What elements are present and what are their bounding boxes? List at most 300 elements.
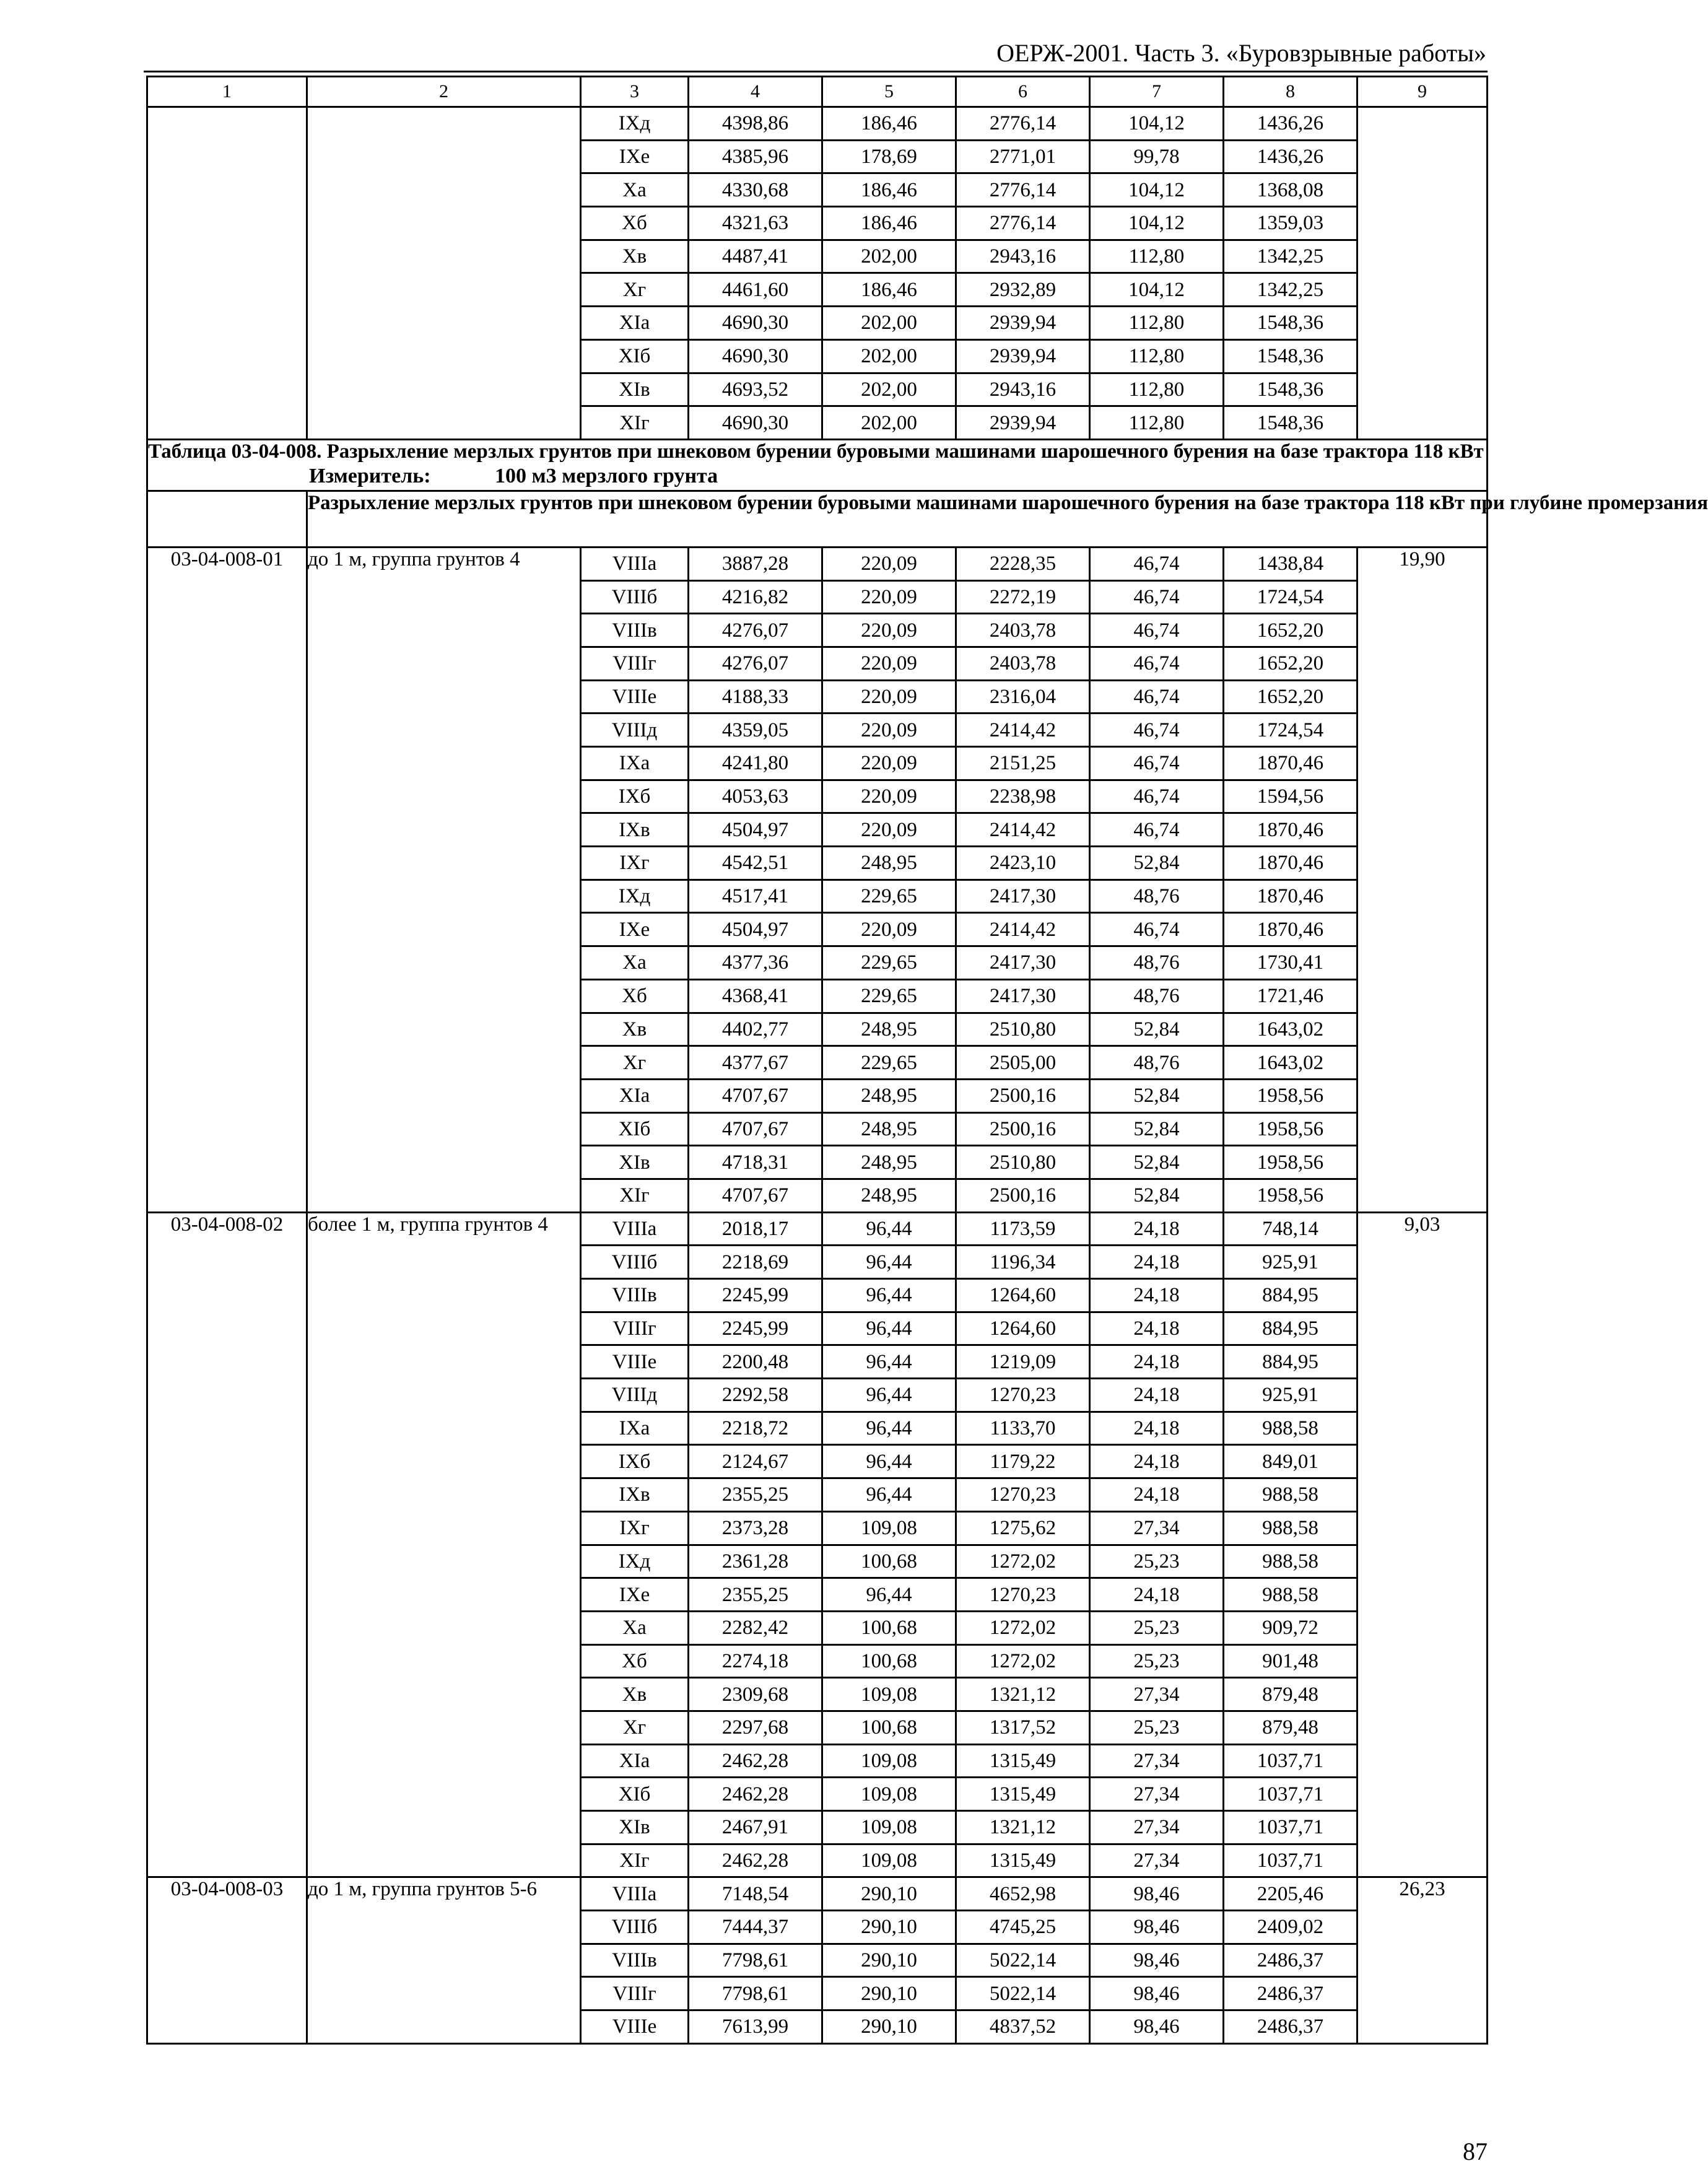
direct-costs: 2218,72 bbox=[689, 1412, 822, 1445]
machine-costs: 5022,14 bbox=[956, 1977, 1090, 2010]
machine-costs: 2510,80 bbox=[956, 1013, 1090, 1046]
soil-category: VIIIг bbox=[581, 1977, 689, 2010]
soil-category: XIа bbox=[581, 1744, 689, 1778]
soil-category: Xа bbox=[581, 173, 689, 207]
materials-cost: 1359,03 bbox=[1224, 207, 1357, 240]
labor-cost: 9,03 bbox=[1357, 1212, 1488, 1877]
machine-costs: 1321,12 bbox=[956, 1811, 1090, 1844]
soil-category: XIб bbox=[581, 1112, 689, 1146]
soil-category: Xв bbox=[581, 1013, 689, 1046]
machinist-wages: 52,84 bbox=[1090, 1146, 1224, 1179]
direct-costs: 2373,28 bbox=[689, 1511, 822, 1545]
direct-costs: 4321,63 bbox=[689, 207, 822, 240]
machinist-wages: 24,18 bbox=[1090, 1445, 1224, 1478]
page-number: 87 bbox=[1463, 2137, 1488, 2165]
column-number: 7 bbox=[1090, 77, 1224, 107]
materials-cost: 1870,46 bbox=[1224, 880, 1357, 913]
direct-costs: 2282,42 bbox=[689, 1611, 822, 1644]
machinist-wages: 52,84 bbox=[1090, 1013, 1224, 1046]
machinist-wages: 112,80 bbox=[1090, 373, 1224, 406]
direct-costs: 2462,28 bbox=[689, 1744, 822, 1778]
machinist-wages: 27,34 bbox=[1090, 1744, 1224, 1778]
machinist-wages: 46,74 bbox=[1090, 547, 1224, 580]
machine-costs: 2776,14 bbox=[956, 107, 1090, 141]
materials-cost: 2205,46 bbox=[1224, 1877, 1357, 1911]
soil-category: XIв bbox=[581, 373, 689, 406]
materials-cost: 2486,37 bbox=[1224, 2010, 1357, 2044]
materials-cost: 988,58 bbox=[1224, 1545, 1357, 1578]
materials-cost: 2486,37 bbox=[1224, 1944, 1357, 1977]
machinist-wages: 46,74 bbox=[1090, 813, 1224, 847]
machinist-wages: 104,12 bbox=[1090, 273, 1224, 307]
soil-category: IXе bbox=[581, 913, 689, 946]
direct-costs: 4276,07 bbox=[689, 614, 822, 647]
machine-costs: 2414,42 bbox=[956, 813, 1090, 847]
machinist-wages: 52,84 bbox=[1090, 847, 1224, 880]
worker-wages: 229,65 bbox=[822, 979, 956, 1013]
machinist-wages: 27,34 bbox=[1090, 1778, 1224, 1811]
soil-category: IXа bbox=[581, 747, 689, 780]
soil-category: VIIIд bbox=[581, 1379, 689, 1412]
machine-costs: 1321,12 bbox=[956, 1678, 1090, 1711]
machinist-wages: 24,18 bbox=[1090, 1312, 1224, 1345]
machine-costs: 2417,30 bbox=[956, 979, 1090, 1013]
machinist-wages: 112,80 bbox=[1090, 406, 1224, 440]
materials-cost: 909,72 bbox=[1224, 1611, 1357, 1644]
soil-category: XIа bbox=[581, 1079, 689, 1112]
worker-wages: 96,44 bbox=[822, 1212, 956, 1246]
materials-cost: 884,95 bbox=[1224, 1312, 1357, 1345]
direct-costs: 4368,41 bbox=[689, 979, 822, 1013]
materials-cost: 1037,71 bbox=[1224, 1811, 1357, 1844]
table-row bbox=[147, 1212, 1488, 1246]
direct-costs: 2361,28 bbox=[689, 1545, 822, 1578]
direct-costs: 4216,82 bbox=[689, 580, 822, 614]
soil-category: IXе bbox=[581, 140, 689, 173]
soil-category: VIIIг bbox=[581, 647, 689, 680]
worker-wages: 220,09 bbox=[822, 747, 956, 780]
materials-cost: 748,14 bbox=[1224, 1212, 1357, 1246]
worker-wages: 290,10 bbox=[822, 1877, 956, 1911]
machine-costs: 1315,49 bbox=[956, 1744, 1090, 1778]
soil-category: VIIIб bbox=[581, 1246, 689, 1279]
machine-costs: 1264,60 bbox=[956, 1312, 1090, 1345]
materials-cost: 1958,56 bbox=[1224, 1079, 1357, 1112]
materials-cost: 988,58 bbox=[1224, 1478, 1357, 1512]
position-name: до 1 м, группа грунтов 4 bbox=[307, 547, 581, 1212]
materials-cost: 1436,26 bbox=[1224, 140, 1357, 173]
worker-wages: 202,00 bbox=[822, 307, 956, 340]
direct-costs: 4487,41 bbox=[689, 240, 822, 273]
direct-costs: 2309,68 bbox=[689, 1678, 822, 1711]
worker-wages: 109,08 bbox=[822, 1844, 956, 1877]
machine-costs: 2414,42 bbox=[956, 913, 1090, 946]
direct-costs: 4276,07 bbox=[689, 647, 822, 680]
soil-category: IXд bbox=[581, 107, 689, 141]
soil-category: VIIIв bbox=[581, 614, 689, 647]
soil-category: IXб bbox=[581, 780, 689, 813]
soil-category: VIIIе bbox=[581, 1345, 689, 1379]
machine-costs: 1196,34 bbox=[956, 1246, 1090, 1279]
worker-wages: 220,09 bbox=[822, 913, 956, 946]
worker-wages: 220,09 bbox=[822, 647, 956, 680]
machine-costs: 2500,16 bbox=[956, 1179, 1090, 1212]
soil-category: Xг bbox=[581, 1046, 689, 1080]
machinist-wages: 24,18 bbox=[1090, 1379, 1224, 1412]
machine-costs: 2228,35 bbox=[956, 547, 1090, 580]
worker-wages: 248,95 bbox=[822, 1112, 956, 1146]
direct-costs: 2200,48 bbox=[689, 1345, 822, 1379]
worker-wages: 109,08 bbox=[822, 1678, 956, 1711]
direct-costs: 2018,17 bbox=[689, 1212, 822, 1246]
materials-cost: 1643,02 bbox=[1224, 1013, 1357, 1046]
machine-costs: 1270,23 bbox=[956, 1379, 1090, 1412]
column-number: 9 bbox=[1357, 77, 1488, 107]
materials-cost: 988,58 bbox=[1224, 1511, 1357, 1545]
direct-costs: 2245,99 bbox=[689, 1312, 822, 1345]
section-title-row bbox=[147, 439, 1488, 491]
machine-costs: 2943,16 bbox=[956, 373, 1090, 406]
machinist-wages: 112,80 bbox=[1090, 339, 1224, 373]
machine-costs: 1272,02 bbox=[956, 1644, 1090, 1678]
machine-costs: 2939,94 bbox=[956, 307, 1090, 340]
machine-costs: 2403,78 bbox=[956, 647, 1090, 680]
materials-cost: 2409,02 bbox=[1224, 1911, 1357, 1944]
worker-wages: 290,10 bbox=[822, 1944, 956, 1977]
soil-category: VIIIд bbox=[581, 714, 689, 747]
worker-wages: 220,09 bbox=[822, 614, 956, 647]
machinist-wages: 104,12 bbox=[1090, 207, 1224, 240]
materials-cost: 1870,46 bbox=[1224, 913, 1357, 946]
machine-costs: 1272,02 bbox=[956, 1611, 1090, 1644]
soil-category: VIIIа bbox=[581, 547, 689, 580]
soil-category: XIг bbox=[581, 406, 689, 440]
direct-costs: 4461,60 bbox=[689, 273, 822, 307]
machine-costs: 2939,94 bbox=[956, 406, 1090, 440]
direct-costs: 4707,67 bbox=[689, 1179, 822, 1212]
direct-costs: 7798,61 bbox=[689, 1977, 822, 2010]
soil-category: XIб bbox=[581, 1778, 689, 1811]
machinist-wages: 25,23 bbox=[1090, 1711, 1224, 1744]
machine-costs: 1317,52 bbox=[956, 1711, 1090, 1744]
materials-cost: 1652,20 bbox=[1224, 647, 1357, 680]
materials-cost: 884,95 bbox=[1224, 1345, 1357, 1379]
soil-category: IXд bbox=[581, 880, 689, 913]
machinist-wages: 24,18 bbox=[1090, 1578, 1224, 1612]
direct-costs: 2274,18 bbox=[689, 1644, 822, 1678]
worker-wages: 96,44 bbox=[822, 1412, 956, 1445]
direct-costs: 4053,63 bbox=[689, 780, 822, 813]
direct-costs: 7613,99 bbox=[689, 2010, 822, 2044]
measurement-unit-label: Измеритель: bbox=[309, 464, 431, 487]
subsection-row bbox=[147, 491, 1488, 547]
soil-category: Xг bbox=[581, 1711, 689, 1744]
materials-cost: 1548,36 bbox=[1224, 307, 1357, 340]
measurement-unit bbox=[148, 463, 1486, 490]
direct-costs: 4402,77 bbox=[689, 1013, 822, 1046]
soil-category: IXа bbox=[581, 1412, 689, 1445]
materials-cost: 1730,41 bbox=[1224, 946, 1357, 980]
machine-costs: 2417,30 bbox=[956, 946, 1090, 980]
worker-wages: 202,00 bbox=[822, 240, 956, 273]
machinist-wages: 25,23 bbox=[1090, 1545, 1224, 1578]
machinist-wages: 98,46 bbox=[1090, 1977, 1224, 2010]
machine-costs: 2403,78 bbox=[956, 614, 1090, 647]
direct-costs: 4385,96 bbox=[689, 140, 822, 173]
column-number: 6 bbox=[956, 77, 1090, 107]
worker-wages: 109,08 bbox=[822, 1811, 956, 1844]
worker-wages: 220,09 bbox=[822, 714, 956, 747]
direct-costs: 4188,33 bbox=[689, 680, 822, 714]
machine-costs: 5022,14 bbox=[956, 1944, 1090, 1977]
worker-wages: 96,44 bbox=[822, 1445, 956, 1478]
machine-costs: 1315,49 bbox=[956, 1844, 1090, 1877]
direct-costs: 2292,58 bbox=[689, 1379, 822, 1412]
column-number: 1 bbox=[147, 77, 307, 107]
worker-wages: 109,08 bbox=[822, 1744, 956, 1778]
machine-costs: 1275,62 bbox=[956, 1511, 1090, 1545]
price-table bbox=[146, 76, 1708, 2045]
materials-cost: 1037,71 bbox=[1224, 1744, 1357, 1778]
machinist-wages: 24,18 bbox=[1090, 1246, 1224, 1279]
direct-costs: 4377,67 bbox=[689, 1046, 822, 1080]
materials-cost: 1548,36 bbox=[1224, 406, 1357, 440]
machine-costs: 1219,09 bbox=[956, 1345, 1090, 1379]
machinist-wages: 27,34 bbox=[1090, 1811, 1224, 1844]
soil-category: XIв bbox=[581, 1146, 689, 1179]
machine-costs: 4652,98 bbox=[956, 1877, 1090, 1911]
section-title-cell bbox=[147, 439, 1488, 491]
direct-costs: 4542,51 bbox=[689, 847, 822, 880]
materials-cost: 1037,71 bbox=[1224, 1778, 1357, 1811]
machinist-wages: 48,76 bbox=[1090, 979, 1224, 1013]
direct-costs: 7148,54 bbox=[689, 1877, 822, 1911]
direct-costs: 4718,31 bbox=[689, 1146, 822, 1179]
column-number: 2 bbox=[307, 77, 581, 107]
machine-costs: 2939,94 bbox=[956, 339, 1090, 373]
direct-costs: 4517,41 bbox=[689, 880, 822, 913]
name-cell-empty bbox=[307, 107, 581, 440]
measurement-unit-value: 100 м3 мерзлого грунта bbox=[495, 464, 718, 487]
worker-wages: 220,09 bbox=[822, 580, 956, 614]
materials-cost: 884,95 bbox=[1224, 1279, 1357, 1312]
machinist-wages: 46,74 bbox=[1090, 747, 1224, 780]
machinist-wages: 46,74 bbox=[1090, 680, 1224, 714]
machinist-wages: 24,18 bbox=[1090, 1212, 1224, 1246]
direct-costs: 2297,68 bbox=[689, 1711, 822, 1744]
worker-wages: 100,68 bbox=[822, 1545, 956, 1578]
machine-costs: 1173,59 bbox=[956, 1212, 1090, 1246]
soil-category: VIIIв bbox=[581, 1944, 689, 1977]
machinist-wages: 46,74 bbox=[1090, 714, 1224, 747]
machinist-wages: 112,80 bbox=[1090, 240, 1224, 273]
machine-costs: 2776,14 bbox=[956, 173, 1090, 207]
machinist-wages: 98,46 bbox=[1090, 2010, 1224, 2044]
worker-wages: 96,44 bbox=[822, 1345, 956, 1379]
soil-category: Xб bbox=[581, 207, 689, 240]
soil-category: Xб bbox=[581, 979, 689, 1013]
soil-category: IXв bbox=[581, 1478, 689, 1512]
machinist-wages: 48,76 bbox=[1090, 880, 1224, 913]
direct-costs: 4504,97 bbox=[689, 813, 822, 847]
soil-category: Xб bbox=[581, 1644, 689, 1678]
soil-category: IXг bbox=[581, 1511, 689, 1545]
worker-wages: 290,10 bbox=[822, 1977, 956, 2010]
soil-category: XIб bbox=[581, 339, 689, 373]
materials-cost: 1594,56 bbox=[1224, 780, 1357, 813]
worker-wages: 202,00 bbox=[822, 373, 956, 406]
worker-wages: 220,09 bbox=[822, 780, 956, 813]
machinist-wages: 104,12 bbox=[1090, 107, 1224, 141]
worker-wages: 96,44 bbox=[822, 1578, 956, 1612]
worker-wages: 202,00 bbox=[822, 406, 956, 440]
machinist-wages: 112,80 bbox=[1090, 307, 1224, 340]
direct-costs: 2245,99 bbox=[689, 1279, 822, 1312]
direct-costs: 4241,80 bbox=[689, 747, 822, 780]
worker-wages: 96,44 bbox=[822, 1312, 956, 1345]
materials-cost: 1643,02 bbox=[1224, 1046, 1357, 1080]
worker-wages: 248,95 bbox=[822, 1013, 956, 1046]
soil-category: Xг bbox=[581, 273, 689, 307]
machine-costs: 1264,60 bbox=[956, 1279, 1090, 1312]
direct-costs: 4690,30 bbox=[689, 406, 822, 440]
direct-costs: 4504,97 bbox=[689, 913, 822, 946]
machine-costs: 2505,00 bbox=[956, 1046, 1090, 1080]
soil-category: VIIIв bbox=[581, 1279, 689, 1312]
machinist-wages: 98,46 bbox=[1090, 1877, 1224, 1911]
machinist-wages: 27,34 bbox=[1090, 1511, 1224, 1545]
direct-costs: 3887,28 bbox=[689, 547, 822, 580]
materials-cost: 2486,37 bbox=[1224, 1977, 1357, 2010]
column-number: 8 bbox=[1224, 77, 1357, 107]
machine-costs: 2272,19 bbox=[956, 580, 1090, 614]
header-rule bbox=[144, 71, 1488, 72]
machine-costs: 1179,22 bbox=[956, 1445, 1090, 1478]
worker-wages: 96,44 bbox=[822, 1478, 956, 1512]
position-code: 03-04-008-01 bbox=[147, 547, 307, 1212]
direct-costs: 2124,67 bbox=[689, 1445, 822, 1478]
machine-costs: 2414,42 bbox=[956, 714, 1090, 747]
soil-category: IXб bbox=[581, 1445, 689, 1478]
worker-wages: 248,95 bbox=[822, 1179, 956, 1212]
soil-category: VIIIа bbox=[581, 1212, 689, 1246]
machine-costs: 1315,49 bbox=[956, 1778, 1090, 1811]
continued-row bbox=[147, 107, 1488, 141]
column-number-row bbox=[147, 77, 1488, 107]
materials-cost: 1870,46 bbox=[1224, 813, 1357, 847]
materials-cost: 1548,36 bbox=[1224, 373, 1357, 406]
materials-cost: 849,01 bbox=[1224, 1445, 1357, 1478]
worker-wages: 96,44 bbox=[822, 1379, 956, 1412]
position-code: 03-04-008-02 bbox=[147, 1212, 307, 1877]
machine-costs: 2932,89 bbox=[956, 273, 1090, 307]
worker-wages: 229,65 bbox=[822, 880, 956, 913]
worker-wages: 248,95 bbox=[822, 1079, 956, 1112]
machinist-wages: 27,34 bbox=[1090, 1678, 1224, 1711]
soil-category: VIIIе bbox=[581, 2010, 689, 2044]
materials-cost: 1342,25 bbox=[1224, 240, 1357, 273]
materials-cost: 1870,46 bbox=[1224, 747, 1357, 780]
materials-cost: 1368,08 bbox=[1224, 173, 1357, 207]
materials-cost: 1548,36 bbox=[1224, 339, 1357, 373]
materials-cost: 1652,20 bbox=[1224, 680, 1357, 714]
position-name: до 1 м, группа грунтов 5-6 bbox=[307, 1877, 581, 2043]
subsection-code-empty bbox=[147, 491, 307, 547]
machine-costs: 4745,25 bbox=[956, 1911, 1090, 1944]
worker-wages: 290,10 bbox=[822, 1911, 956, 1944]
direct-costs: 7798,61 bbox=[689, 1944, 822, 1977]
worker-wages: 186,46 bbox=[822, 107, 956, 141]
worker-wages: 186,46 bbox=[822, 207, 956, 240]
worker-wages: 248,95 bbox=[822, 1146, 956, 1179]
materials-cost: 1721,46 bbox=[1224, 979, 1357, 1013]
direct-costs: 7444,37 bbox=[689, 1911, 822, 1944]
machinist-wages: 27,34 bbox=[1090, 1844, 1224, 1877]
materials-cost: 1958,56 bbox=[1224, 1146, 1357, 1179]
worker-wages: 220,09 bbox=[822, 813, 956, 847]
machinist-wages: 25,23 bbox=[1090, 1611, 1224, 1644]
materials-cost: 988,58 bbox=[1224, 1578, 1357, 1612]
worker-wages: 109,08 bbox=[822, 1778, 956, 1811]
machine-costs: 2500,16 bbox=[956, 1112, 1090, 1146]
labor-cost: 19,90 bbox=[1357, 547, 1488, 1212]
column-number: 3 bbox=[581, 77, 689, 107]
soil-category: IXд bbox=[581, 1545, 689, 1578]
table-row bbox=[147, 547, 1488, 580]
machinist-wages: 46,74 bbox=[1090, 647, 1224, 680]
column-number: 4 bbox=[689, 77, 822, 107]
materials-cost: 925,91 bbox=[1224, 1379, 1357, 1412]
soil-category: Xв bbox=[581, 240, 689, 273]
materials-cost: 988,58 bbox=[1224, 1412, 1357, 1445]
worker-wages: 109,08 bbox=[822, 1511, 956, 1545]
materials-cost: 879,48 bbox=[1224, 1711, 1357, 1744]
materials-cost: 1724,54 bbox=[1224, 714, 1357, 747]
machine-costs: 1270,23 bbox=[956, 1578, 1090, 1612]
materials-cost: 1436,26 bbox=[1224, 107, 1357, 141]
direct-costs: 2355,25 bbox=[689, 1478, 822, 1512]
materials-cost: 1724,54 bbox=[1224, 580, 1357, 614]
machine-costs: 2776,14 bbox=[956, 207, 1090, 240]
machinist-wages: 46,74 bbox=[1090, 614, 1224, 647]
soil-category: Xа bbox=[581, 946, 689, 980]
soil-category: VIIIб bbox=[581, 1911, 689, 1944]
worker-wages: 229,65 bbox=[822, 1046, 956, 1080]
direct-costs: 2462,28 bbox=[689, 1844, 822, 1877]
machinist-wages: 46,74 bbox=[1090, 580, 1224, 614]
machinist-wages: 46,74 bbox=[1090, 780, 1224, 813]
column-number: 5 bbox=[822, 77, 956, 107]
worker-wages: 96,44 bbox=[822, 1246, 956, 1279]
materials-cost: 925,91 bbox=[1224, 1246, 1357, 1279]
direct-costs: 4359,05 bbox=[689, 714, 822, 747]
machinist-wages: 24,18 bbox=[1090, 1279, 1224, 1312]
materials-cost: 1870,46 bbox=[1224, 847, 1357, 880]
machinist-wages: 25,23 bbox=[1090, 1644, 1224, 1678]
soil-category: Xа bbox=[581, 1611, 689, 1644]
subsection-description: Разрыхление мерзлых грунтов при шнековом бурении буровыми машинами шарошечного бурения на базе трактора 118 кВт при глубине промерзания bbox=[307, 491, 1488, 547]
direct-costs: 2467,91 bbox=[689, 1811, 822, 1844]
worker-wages: 100,68 bbox=[822, 1611, 956, 1644]
materials-cost: 1438,84 bbox=[1224, 547, 1357, 580]
running-header: ОЕРЖ-2001. Часть 3. «Буровзрывные работы» bbox=[996, 39, 1486, 67]
labor-cell-empty bbox=[1357, 107, 1488, 440]
position-code: 03-04-008-03 bbox=[147, 1877, 307, 2043]
materials-cost: 1342,25 bbox=[1224, 273, 1357, 307]
worker-wages: 290,10 bbox=[822, 2010, 956, 2044]
table-row bbox=[147, 1877, 1488, 1911]
direct-costs: 2462,28 bbox=[689, 1778, 822, 1811]
